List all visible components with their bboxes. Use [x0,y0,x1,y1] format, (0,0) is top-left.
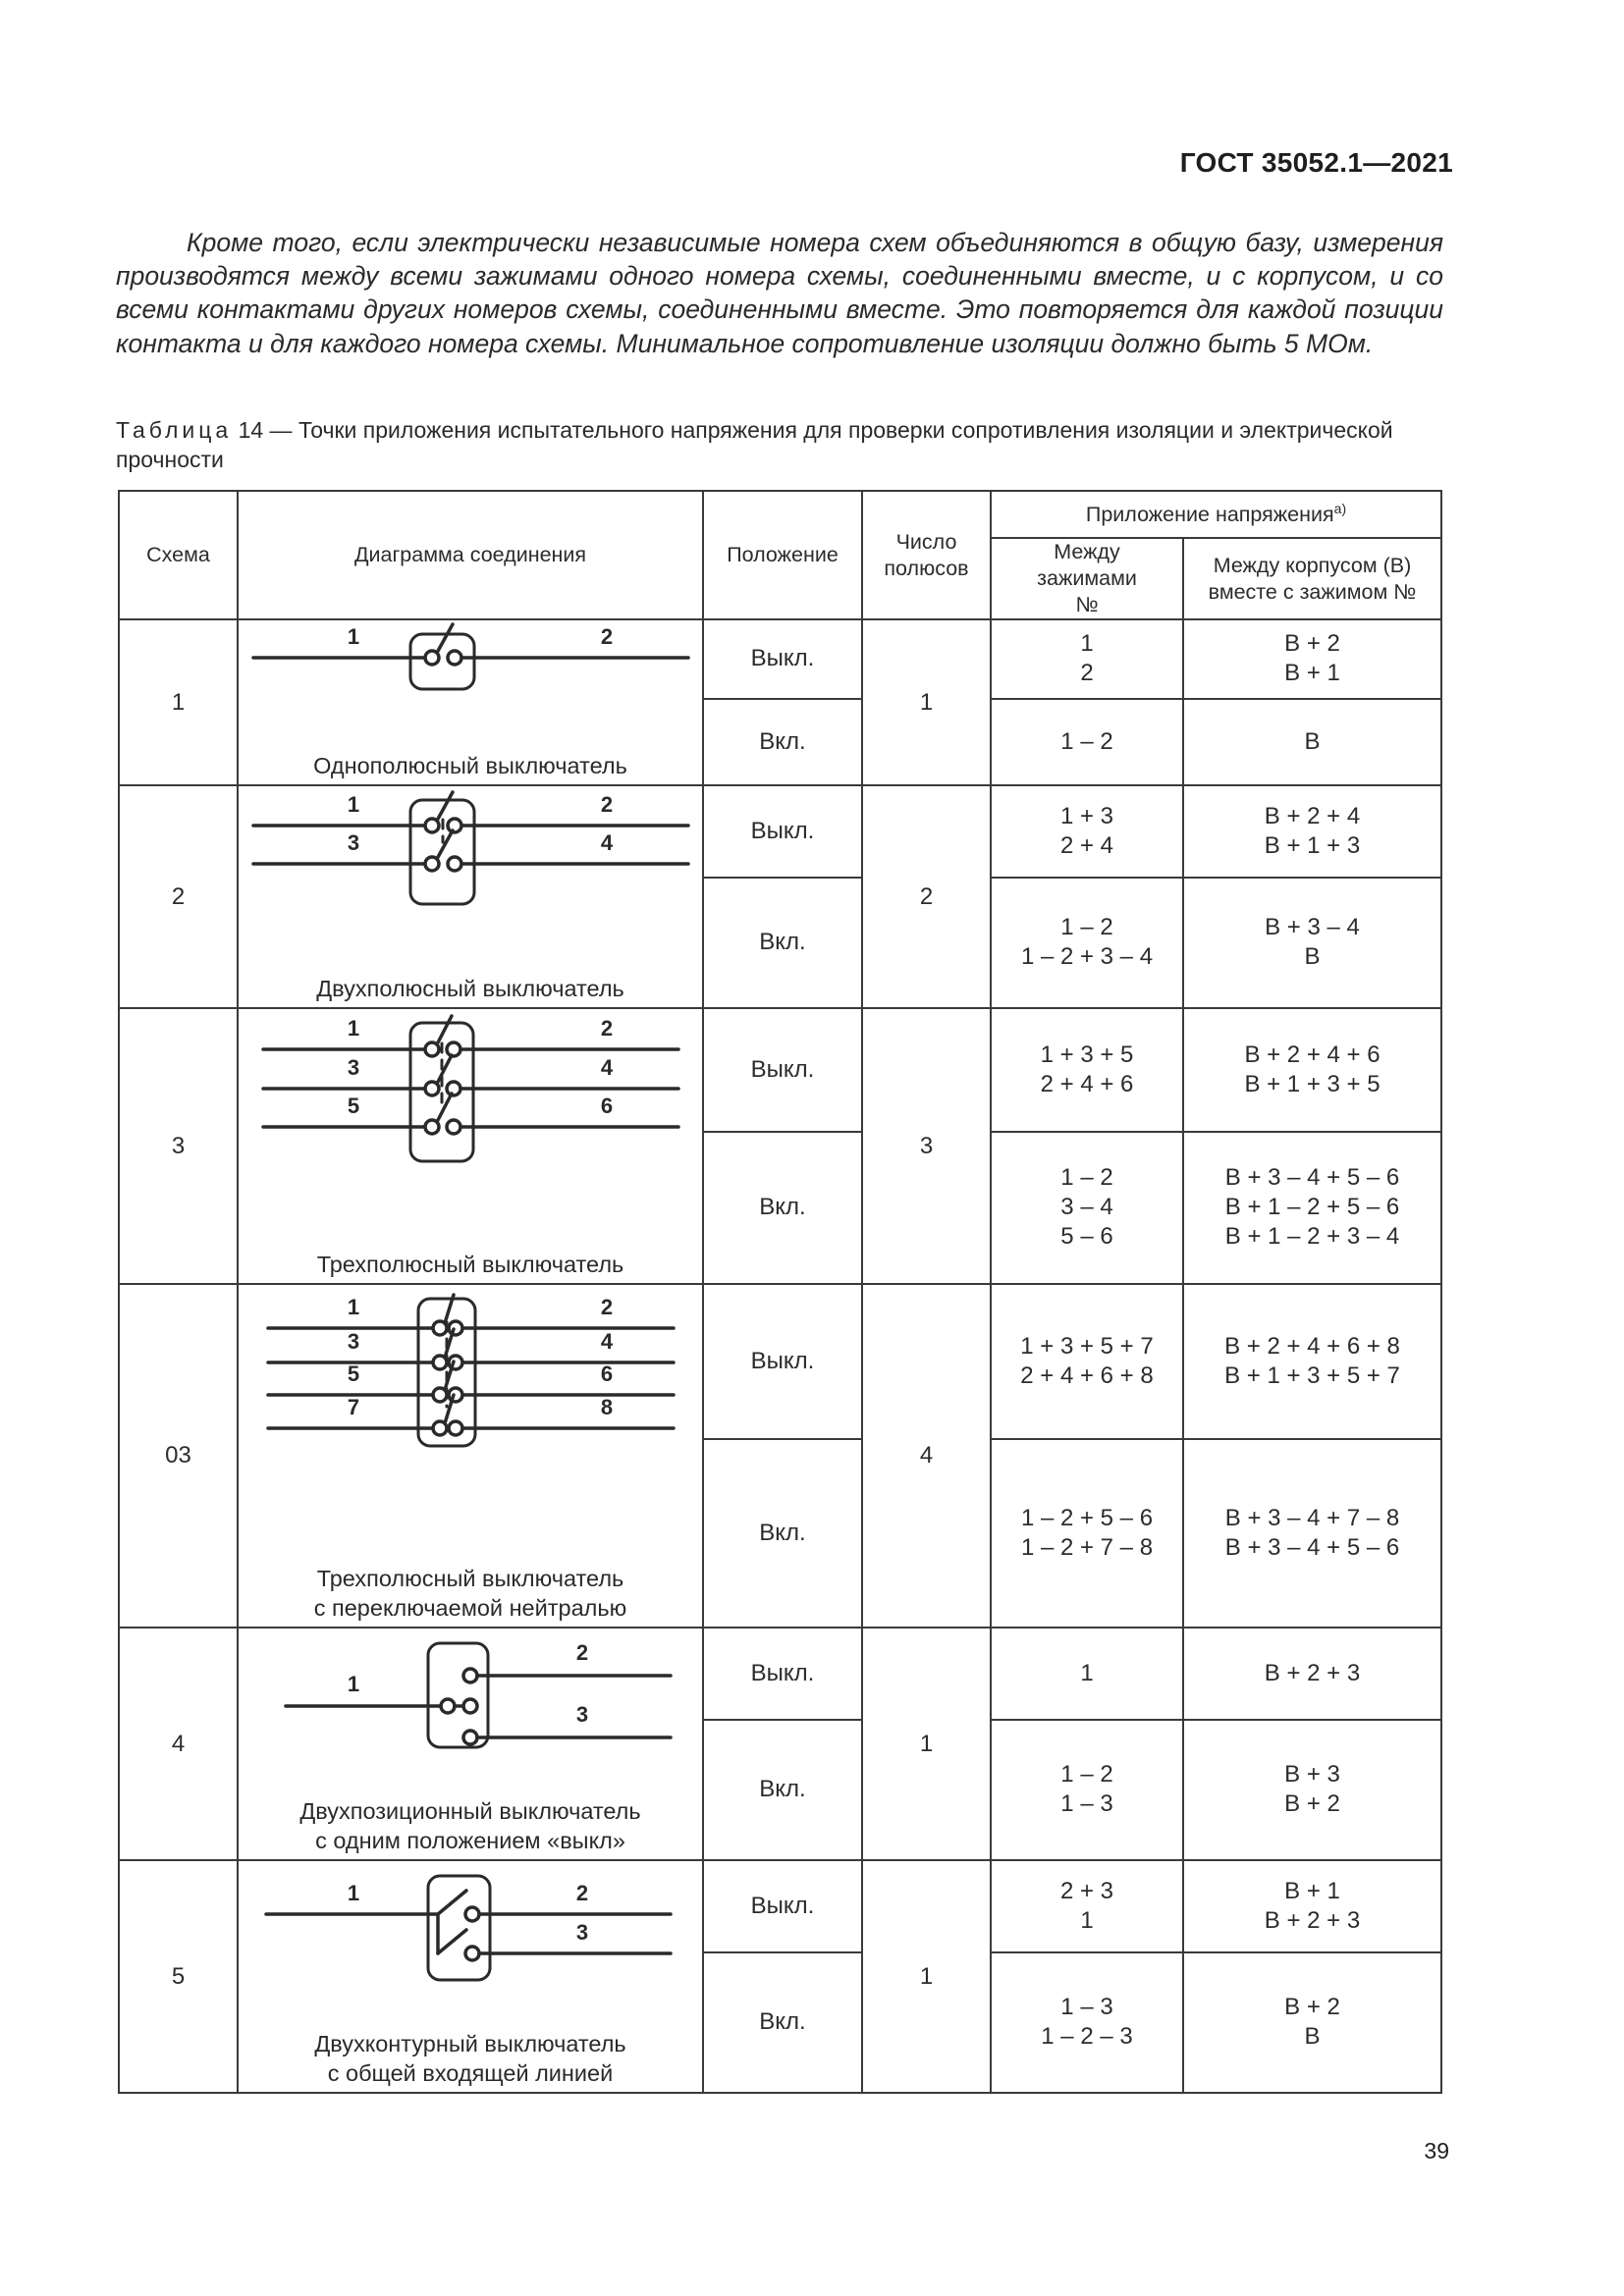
body-terminals-line: В + 1 [1284,660,1340,687]
body-terminals-line: В + 3 – 4 [1265,914,1360,941]
body-terminals-off [1183,1628,1441,1720]
connection-diagram [238,785,703,1008]
body-terminals-off [1183,785,1441,878]
terminals-line: 1 – 2 + 5 – 6 [1020,1504,1154,1531]
terminals-line: 1 – 2 – 3 [1041,2023,1133,2051]
terminals-off [991,1628,1183,1720]
header-between-body-text: Между корпусом (В) вместе с зажимом № [1208,553,1417,604]
switch-type-label [239,1796,702,1855]
terminal-number: 3 [347,1329,360,1354]
position-on: Вкл. [703,878,862,1008]
switch-type-label [239,974,702,1003]
terminals-line: 3 – 4 [1060,1194,1113,1221]
terminals-on [991,1439,1183,1628]
terminals-line: 1 – 2 [1060,1761,1113,1789]
terminal-number: 3 [575,1702,589,1727]
terminal-number: 1 [347,1295,360,1319]
switch-type-line: Двухпозиционный выключатель [299,1798,641,1824]
contact-circle [448,819,461,832]
table-caption-text: 14 — Точки приложения испытательного напряжения для проверки сопротивления изоляции и электрической прочности [116,417,1393,472]
body-terminals-off [1183,1008,1441,1132]
table-row [119,1628,1441,1720]
connection-diagram [238,1628,703,1860]
terminals-line: 1 + 3 [1059,802,1114,829]
terminal-number: 8 [600,1395,614,1419]
intro-paragraph [116,226,1443,360]
body-terminals-line: В + 3 – 4 + 5 – 6 [1224,1164,1400,1192]
body-terminals-line: В + 1 – 2 + 3 – 4 [1224,1223,1400,1251]
body-terminals-line: В + 3 – 4 + 7 – 8 [1224,1504,1400,1531]
terminal-number: 2 [575,1640,589,1665]
terminals-off [991,1860,1183,1952]
switch-blade [437,1055,452,1084]
switch-type-line: с переключаемой нейтралью [313,1595,627,1621]
scheme-number: 5 [119,1860,238,2093]
pole-count: 1 [862,1860,991,2093]
terminals-on [991,1132,1183,1284]
terminal-number: 2 [600,792,614,817]
body-terminals-on [1183,1952,1441,2093]
terminals-off [991,1284,1183,1439]
terminals-line: 1 [1080,1659,1094,1686]
terminal-number: 5 [347,1094,360,1118]
terminal-number: 1 [347,792,360,817]
contact-circle [447,1120,460,1134]
position-off: Выкл. [703,1628,862,1720]
contact-circle [447,1082,460,1095]
terminal-number: 3 [575,1920,589,1945]
body-terminals-on [1183,878,1441,1008]
terminal-number: 1 [347,1016,360,1041]
terminal-number: 2 [600,1016,614,1041]
terminals-line: 5 – 6 [1060,1223,1113,1251]
pole-count: 3 [862,1008,991,1284]
terminals-on [991,1720,1183,1860]
switch-type-label [239,751,702,780]
body-terminals-on [1183,699,1441,785]
terminals-on [991,878,1183,1008]
contact-circle [463,1731,477,1744]
contact-circle [465,1947,479,1960]
terminal-number: 3 [347,830,360,855]
test-voltage-table [118,490,1442,2094]
switch-type-line: Двухконтурный выключатель [314,2031,626,2056]
terminal-number: 1 [347,1672,360,1696]
switch-blade [437,624,453,653]
terminals-line: 1 – 2 [1060,727,1113,755]
scheme-number: 4 [119,1628,238,1860]
contact-circle [448,651,461,665]
terminals-line: 1 – 3 [1060,1994,1113,2021]
terminal-number: 6 [600,1362,614,1386]
terminals-line: 1 + 3 + 5 [1040,1041,1134,1068]
connection-diagram [238,1284,703,1628]
body-terminals-line: В + 1 [1284,1877,1340,1904]
contact-circle [463,1699,477,1713]
switch-blade [437,1016,452,1044]
terminals-line: 1 – 2 [1060,914,1113,941]
position-off: Выкл. [703,1284,862,1439]
terminals-line: 1 – 3 [1060,1790,1113,1818]
pole-count: 1 [862,1628,991,1860]
terminals-line: 1 – 2 + 7 – 8 [1020,1533,1154,1561]
contact-circle [441,1699,455,1713]
position-on: Вкл. [703,699,862,785]
switch-type-line: Двухполюсный выключатель [316,976,624,1001]
header-between-terminals-text: Между зажимами № [1037,540,1137,616]
body-terminals-line: В + 2 + 3 [1264,1659,1361,1686]
terminals-line: 1 – 2 [1060,1164,1113,1192]
position-on: Вкл. [703,1132,862,1284]
switch-type-label [239,1564,702,1623]
switch-blade [438,1930,466,1953]
contact-circle [448,857,461,871]
terminals-line: 1 [1080,630,1094,658]
terminal-number: 7 [347,1395,360,1419]
position-on: Вкл. [703,1952,862,2093]
terminal-number: 2 [575,1881,589,1905]
table-caption-label: Таблица [116,417,233,443]
scheme-number: 3 [119,1008,238,1284]
terminal-number: 4 [600,1329,614,1354]
header-voltage-note: а) [1333,500,1347,516]
table-row [119,1284,1441,1439]
position-on: Вкл. [703,1439,862,1628]
contact-circle [447,1042,460,1056]
switch-type-label [239,2029,702,2088]
header-scheme: Схема [119,491,238,619]
body-terminals-line: В + 1 + 3 + 5 [1244,1070,1380,1097]
terminal-number: 1 [347,624,360,649]
terminals-line: 1 [1080,1906,1094,1934]
body-terminals-line: В + 2 [1284,1994,1340,2021]
switch-type-line: с общей входящей линией [327,2060,614,2086]
body-terminals-off [1183,619,1441,699]
body-terminals-on [1183,1439,1441,1628]
terminals-line: 2 [1080,660,1094,687]
table-row [119,785,1441,878]
contact-circle [465,1907,479,1921]
pole-count: 2 [862,785,991,1008]
body-terminals-off [1183,1860,1441,1952]
body-terminals-on [1183,1720,1441,1860]
header-between-terminals [991,538,1183,619]
connection-diagram [238,619,703,785]
body-terminals-line: В + 2 + 4 + 6 [1244,1041,1380,1068]
switch-type-label [239,1250,702,1279]
connection-diagram [238,1008,703,1284]
table-row [119,619,1441,699]
switch-type-line: Трехполюсный выключатель [316,1252,624,1277]
intro-paragraph-text: Кроме того, если электрически независимые номера схем объединяются в общую базу, измерения производятся между всеми зажимами одного номера схемы, соединенными вместе, и с корпусом, и со всеми контактами других номеров схемы, соединенными вместе. Это повторяется для каждой позиции контакта и для каждого номера схемы. Минимальное сопротивление изоляции должно быть 5 МОм. [116,228,1443,358]
pole-count: 1 [862,619,991,785]
body-terminals-on [1183,1132,1441,1284]
table-row [119,1860,1441,1952]
header-poles [862,491,991,619]
position-on: Вкл. [703,1720,862,1860]
terminal-number: 4 [600,830,614,855]
terminals-line: 2 + 4 + 6 + 8 [1020,1362,1154,1389]
body-terminals-line: В + 1 + 3 + 5 + 7 [1224,1362,1400,1389]
terminals-line: 2 + 3 [1059,1877,1114,1904]
terminal-number: 4 [600,1055,614,1080]
position-off: Выкл. [703,785,862,878]
body-terminals-line: В + 3 [1284,1761,1340,1789]
terminals-line: 2 + 4 [1059,831,1114,859]
scheme-number: 2 [119,785,238,1008]
position-off: Выкл. [703,1008,862,1132]
terminals-line: 1 – 2 + 3 – 4 [1020,943,1154,971]
header-diagram: Диаграмма соединения [238,491,703,619]
position-off: Выкл. [703,1860,862,1952]
terminal-number: 5 [347,1362,360,1386]
body-terminals-line: В [1304,943,1321,971]
terminals-line: 1 + 3 + 5 + 7 [1020,1332,1154,1360]
body-terminals-line: В + 2 + 4 + 6 + 8 [1224,1332,1400,1360]
body-terminals-line: В + 1 – 2 + 5 – 6 [1224,1194,1400,1221]
switch-blade [437,1094,452,1122]
switch-schematic [239,1009,702,1283]
terminals-line: 2 + 4 + 6 [1040,1070,1134,1097]
body-terminals-line: В + 2 + 4 [1264,802,1361,829]
scheme-number: 1 [119,619,238,785]
body-terminals-line: В + 2 [1284,1790,1340,1818]
contact-circle [463,1669,477,1682]
standard-number: ГОСТ 35052.1—2021 [1179,147,1453,178]
body-terminals-line: В [1304,2023,1321,2051]
terminals-off [991,1008,1183,1132]
connection-diagram [238,1860,703,2093]
page-number: 39 [1424,2138,1449,2163]
body-terminals-line: В + 3 – 4 + 5 – 6 [1224,1533,1400,1561]
terminals-on [991,1952,1183,2093]
table-row [119,1008,1441,1132]
header-between-body [1183,538,1441,619]
header-position: Положение [703,491,862,619]
terminals-on [991,699,1183,785]
body-terminals-off [1183,1284,1441,1439]
switch-blade [437,830,453,859]
switch-type-line: Трехполюсный выключатель [316,1566,624,1591]
body-terminals-line: В + 1 + 3 [1264,831,1361,859]
position-off: Выкл. [703,619,862,699]
header-voltage-text: Приложение напряжения [1085,502,1334,526]
terminal-number: 3 [347,1055,360,1080]
terminal-number: 2 [600,1295,614,1319]
body-terminals-line: В + 2 + 3 [1264,1906,1361,1934]
terminal-number: 1 [347,1881,360,1905]
scheme-number: 03 [119,1284,238,1628]
switch-type-line: Однополюсный выключатель [313,753,627,778]
header-poles-text: Число полюсов [884,529,969,580]
table-caption [116,415,1443,474]
header-voltage [991,491,1441,538]
switch-blade [438,1891,466,1914]
terminal-number: 2 [600,624,614,649]
contact-circle [449,1421,462,1435]
terminals-off [991,785,1183,878]
pole-count: 4 [862,1284,991,1628]
terminal-number: 6 [600,1094,614,1118]
switch-blade [437,792,453,821]
body-terminals-line: В + 2 [1284,630,1340,658]
switch-housing [428,1643,488,1747]
terminals-off [991,619,1183,699]
switch-type-line: с одним положением «выкл» [315,1828,625,1853]
body-terminals-line: В [1304,727,1321,755]
